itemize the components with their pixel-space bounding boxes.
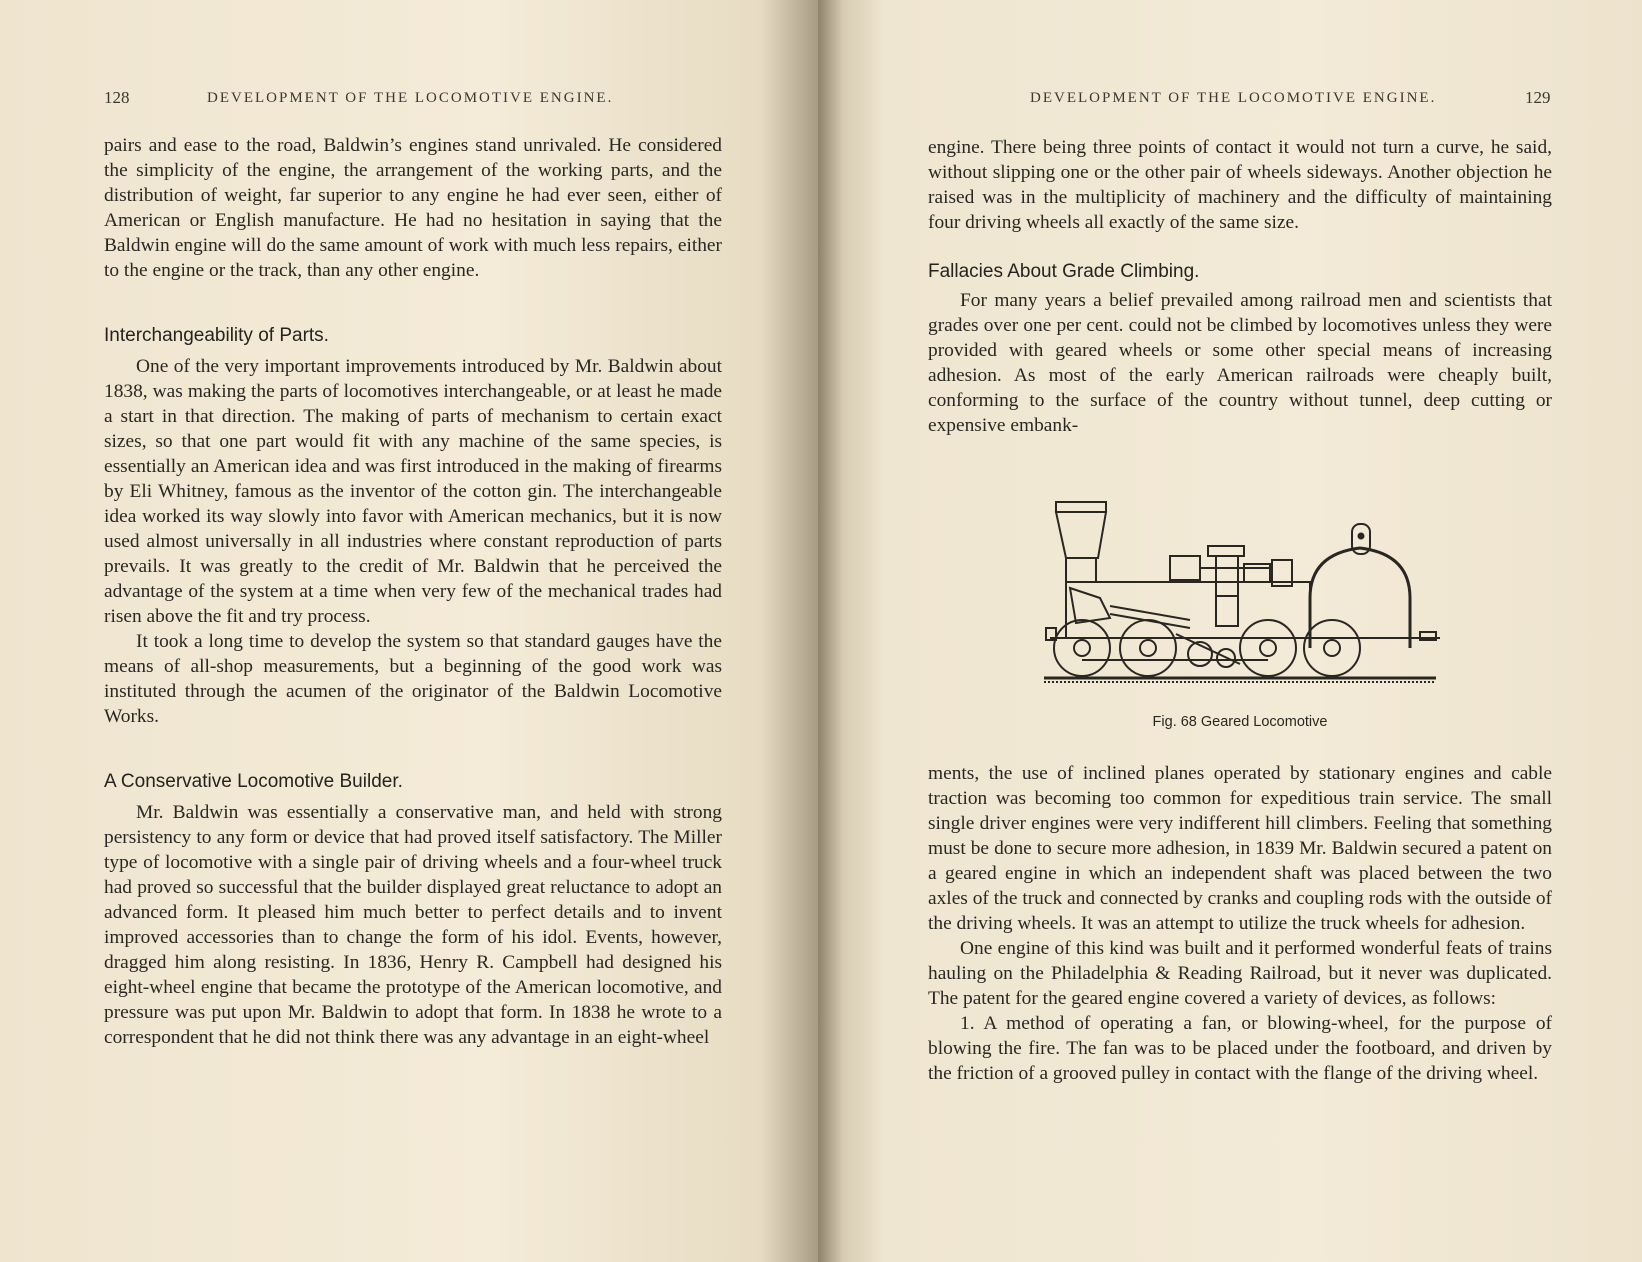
- running-head: DEVELOPMENT OF THE LOCOMOTIVE ENGINE.: [1030, 90, 1437, 106]
- paragraph: For many years a belief prevailed among railroad men and scientists that grades over one per cent. could not be climbed by locomotives unless they were provided with geared wheels or some other special means of increasing adhesion. As most of the early American railroads were cheaply built, conforming to the surface of the country without tunnel, deep cutting or expensive embank-: [928, 290, 1552, 436]
- running-head: DEVELOPMENT OF THE LOCOMOTIVE ENGINE.: [207, 90, 614, 106]
- section-heading: Interchangeability of Parts.: [104, 325, 329, 346]
- paragraph: engine. There being three points of contact it would not turn a curve, he said, without slipping one or the other pair of wheels sideways. Another objection he raised was in the multiplicity of machinery and the difficulty of maintaining four driving wheels all exactly of the same size.: [928, 137, 1552, 233]
- paragraph: Mr. Baldwin was essentially a conservative man, and held with strong persistency to any form or device that had proved itself satisfactory. The Miller type of locomotive with a single pair of driving wheels and a four-wheel truck had proved so successful that the builder displayed great reluctance to adopt an advanced form. It pleased him much better to perfect details and to invent improved accessories than to change the form of his idol. Events, however, dragged him along resisting. In 1836, Henry R. Campbell had designed his eight-wheel engine that became the prototype of the American locomotive, and pressure was put upon Mr. Baldwin to adopt that form. In 1838 he wrote to a correspondent that he did not think there was any advantage in an eight-wheel: [104, 802, 722, 1048]
- paragraph: 1. A method of operating a fan, or blowing-wheel, for the purpose of blowing the fire. The fan was to be placed under the footboard, and driven by the friction of a grooved pulley in contact with the flange of the driving wheel.: [928, 1013, 1552, 1084]
- paragraph: It took a long time to develop the system so that standard gauges have the means of all-shop measurements, but a beginning of the good work was instituted through the acumen of the originator of the Baldwin Locomotive Works.: [104, 631, 722, 727]
- left-text-block: [104, 133, 722, 1050]
- paragraph: One engine of this kind was built and it performed wonderful feats of trains hauling on the Philadelphia & Reading Railroad, but it never was duplicated. The patent for the geared engine covered a variety of devices, as follows:: [928, 938, 1552, 1009]
- section-heading: A Conservative Locomotive Builder.: [104, 771, 403, 792]
- left-page: [0, 0, 818, 1262]
- paragraph: pairs and ease to the road, Baldwin’s engines stand unrivaled. He considered the simplicity of the engine, the arrangement of the working parts, and the distribution of weight, far superior to any engine he had ever seen, either of American or English manufacture. He had no hesitation in saying that the Baldwin engine will do the same amount of work with much less repairs, either to the engine or the track, than any other engine.: [104, 135, 722, 281]
- right-text-top: [928, 135, 1552, 438]
- page-number: 128: [104, 88, 130, 107]
- geared-locomotive-illustration: [1040, 488, 1440, 736]
- section-heading: Fallacies About Grade Climbing.: [928, 261, 1200, 282]
- figure-caption: Fig. 68 Geared Locomotive: [1152, 714, 1328, 730]
- page-number: 129: [1525, 88, 1551, 107]
- paragraph: One of the very important improvements introduced by Mr. Baldwin about 1838, was making the parts of locomotives interchangeable, or at least he made a start in that direction. The making of parts of mechanism to certain exact sizes, so that one part would fit with any machine of the same species, is essentially an American idea and was first introduced in the making of firearms by Eli Whitney, famous as the inventor of the cotton gin. The interchangeable idea worked its way slowly into favor with American mechanics, but it is now used almost universally in all industries where constant reproduction of parts prevails. It was greatly to the credit of Mr. Baldwin that he perceived the advantage of the system at a time when very few of the mechanical trades had risen above the fit and try process.: [104, 356, 722, 627]
- right-text-bottom: [928, 761, 1552, 1086]
- paragraph: ments, the use of inclined planes operated by stationary engines and cable traction was becoming too common for expeditious train service. The small single driver engines were very indifferent hill climbers. Feeling that something must be done to secure more adhesion, in 1839 Mr. Baldwin secured a patent on a geared engine in which an independent shaft was placed between the two axles of the truck and connected by cranks and coupling rods with the outside of the driving wheels. It was an attempt to utilize the truck wheels for adhesion.: [928, 763, 1552, 934]
